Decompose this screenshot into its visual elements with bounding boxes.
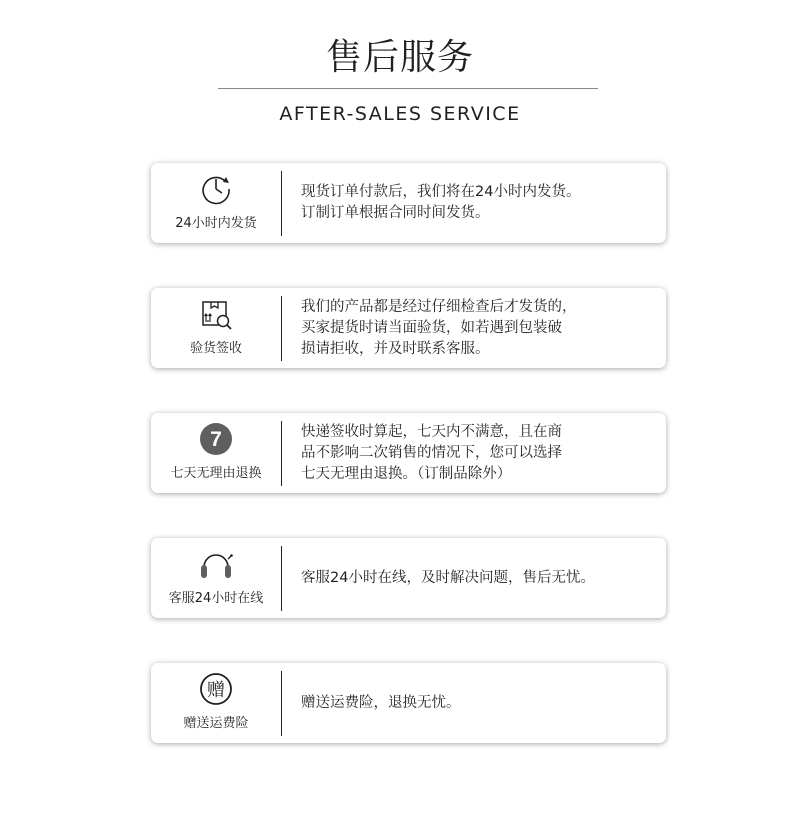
card-description (301, 163, 651, 243)
card-text-line: 损请拒收，并及时联系客服。 (301, 340, 490, 357)
gift-icon-char: 赠 (207, 680, 225, 701)
card-description (301, 413, 651, 493)
card-separator (281, 296, 282, 361)
card-separator (281, 421, 282, 486)
gift-icon (198, 671, 234, 707)
service-card-shipping (151, 163, 666, 243)
page-subtitle: AFTER-SALES SERVICE (279, 103, 521, 125)
card-label: 赠送运费险 (183, 716, 249, 731)
card-label: 验货签收 (189, 341, 242, 356)
card-description (301, 538, 651, 618)
card-text-line: 买家提货时请当面验货，如若遇到包装破 (301, 319, 562, 336)
card-description (301, 288, 651, 368)
card-text-line: 七天无理由退换。（订制品除外） (301, 465, 512, 482)
headset-icon (198, 546, 234, 582)
service-card-returns (151, 413, 666, 493)
seven-icon (198, 421, 234, 457)
card-text-line: 客服24小时在线，及时解决问题，售后无忧。 (301, 569, 595, 586)
clock-icon (198, 171, 234, 207)
card-description (301, 663, 651, 743)
card-text-line: 品不影响二次销售的情况下，您可以选择 (301, 444, 562, 461)
box-inspect-icon (198, 296, 234, 332)
card-separator (281, 546, 282, 611)
seven-icon-digit: 7 (210, 428, 222, 451)
card-label: 24小时内发货 (175, 216, 257, 231)
card-label: 七天无理由退换 (170, 466, 262, 481)
card-label: 客服24小时在线 (168, 591, 264, 606)
card-separator (281, 171, 282, 236)
service-card-inspection (151, 288, 666, 368)
card-text-line: 订制订单根据合同时间发货。 (301, 205, 490, 221)
card-text-line: 赠送运费险，退换无忧。 (301, 694, 461, 711)
card-text-line: 快递签收时算起，七天内不满意，且在商 (301, 423, 562, 440)
card-text-line: 现货订单付款后，我们将在24小时内发货。 (301, 184, 581, 200)
service-card-insurance (151, 663, 666, 743)
title-divider (218, 88, 598, 89)
card-separator (281, 671, 282, 736)
card-text-line: 我们的产品都是经过仔细检查后才发货的， (301, 298, 577, 315)
page-title: 售后服务 (325, 37, 474, 78)
service-card-support (151, 538, 666, 618)
